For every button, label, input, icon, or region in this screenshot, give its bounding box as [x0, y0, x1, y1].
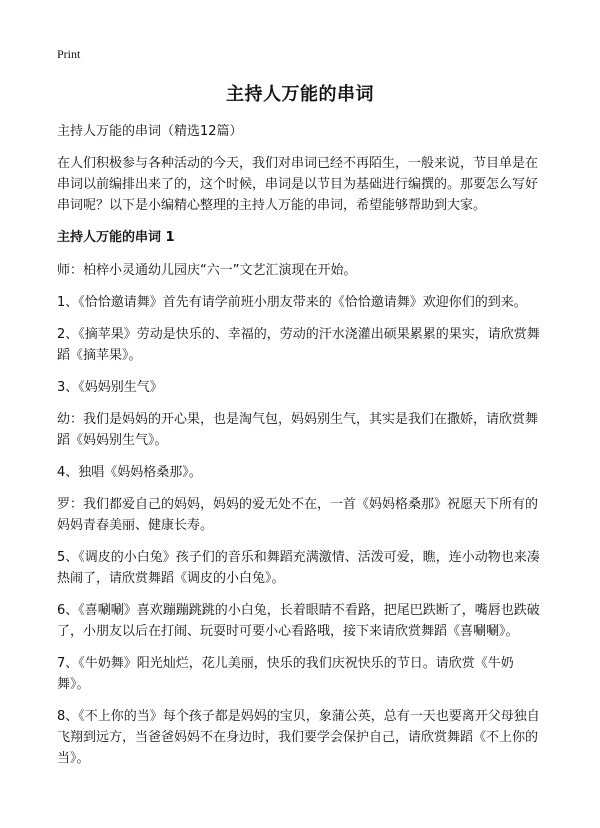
program-item-4: 4、独唱《妈妈格桑那》。 [57, 465, 202, 480]
host-line-3: 幼：我们是妈妈的开心果，也是淘气包，妈妈别生气，其实是我们在撒娇，请欣赏舞蹈《妈妈别生气》。 [57, 412, 539, 448]
host-line-4: 罗：我们都爱自己的妈妈，妈妈的爱无处不在，一首《妈妈格桑那》祝愿天下所有的妈妈青春美丽、健康长寿。 [57, 497, 539, 533]
article-body [57, 121, 545, 780]
article-subtitle: 主持人万能的串词（精选12篇） [57, 124, 243, 139]
program-item-1: 1、《恰恰邀请舞》首先有请学前班小朋友带来的《恰恰邀请舞》欢迎你们的到来。 [57, 295, 527, 310]
host-line-opening: 师：柏梓小灵通幼儿园庆“六一”文艺汇演现在开始。 [57, 263, 357, 278]
program-item-5: 5、《调皮的小白兔》孩子们的音乐和舞蹈充满激情、活泼可爱，瞧，连小动物也来凑热闹了，请欣赏舞蹈《调皮的小白兔》。 [57, 550, 540, 586]
program-item-2: 2、《摘苹果》劳动是快乐的、幸福的，劳动的汗水浇灌出硕果累累的果实，请欣赏舞蹈《摘苹果》。 [57, 327, 540, 363]
page-title: 主持人万能的串词 [226, 84, 374, 105]
program-item-8: 8、《不上你的当》每个孩子都是妈妈的宝贝，象蒲公英，总有一天也要离开父母独自飞翔到远方，当爸爸妈妈不在身边时，我们要学会保护自己，请欣赏舞蹈《不上你的当》。 [57, 709, 540, 766]
program-item-7: 7、《牛奶舞》阳光灿烂，花儿美丽，快乐的我们庆祝快乐的节日。请欣赏《牛奶舞》。 [57, 656, 514, 692]
section-heading: 主持人万能的串词 1 [57, 230, 175, 245]
program-item-3: 3、《妈妈别生气》 [57, 380, 163, 395]
print-link[interactable]: Print [57, 47, 81, 61]
program-item-6: 6、《喜唰唰》喜欢蹦蹦跳跳的小白兔，长着眼睛不看路，把尾巴跌断了，嘴唇也跌破了，小朋友以后在打闹、玩耍时可要小心看路哦，接下来请欣赏舞蹈《喜唰唰》。 [57, 603, 540, 639]
intro-paragraph: 在人们积极参与各种活动的今天，我们对串词已经不再陌生，一般来说，节目单是在串词以前编排出来了的，这个时候，串词是以节目为基础进行编撰的。那要怎么写好串词呢？以下是小编精心整理的主持人万能的串词，希望能够帮助到大家。 [57, 156, 539, 213]
